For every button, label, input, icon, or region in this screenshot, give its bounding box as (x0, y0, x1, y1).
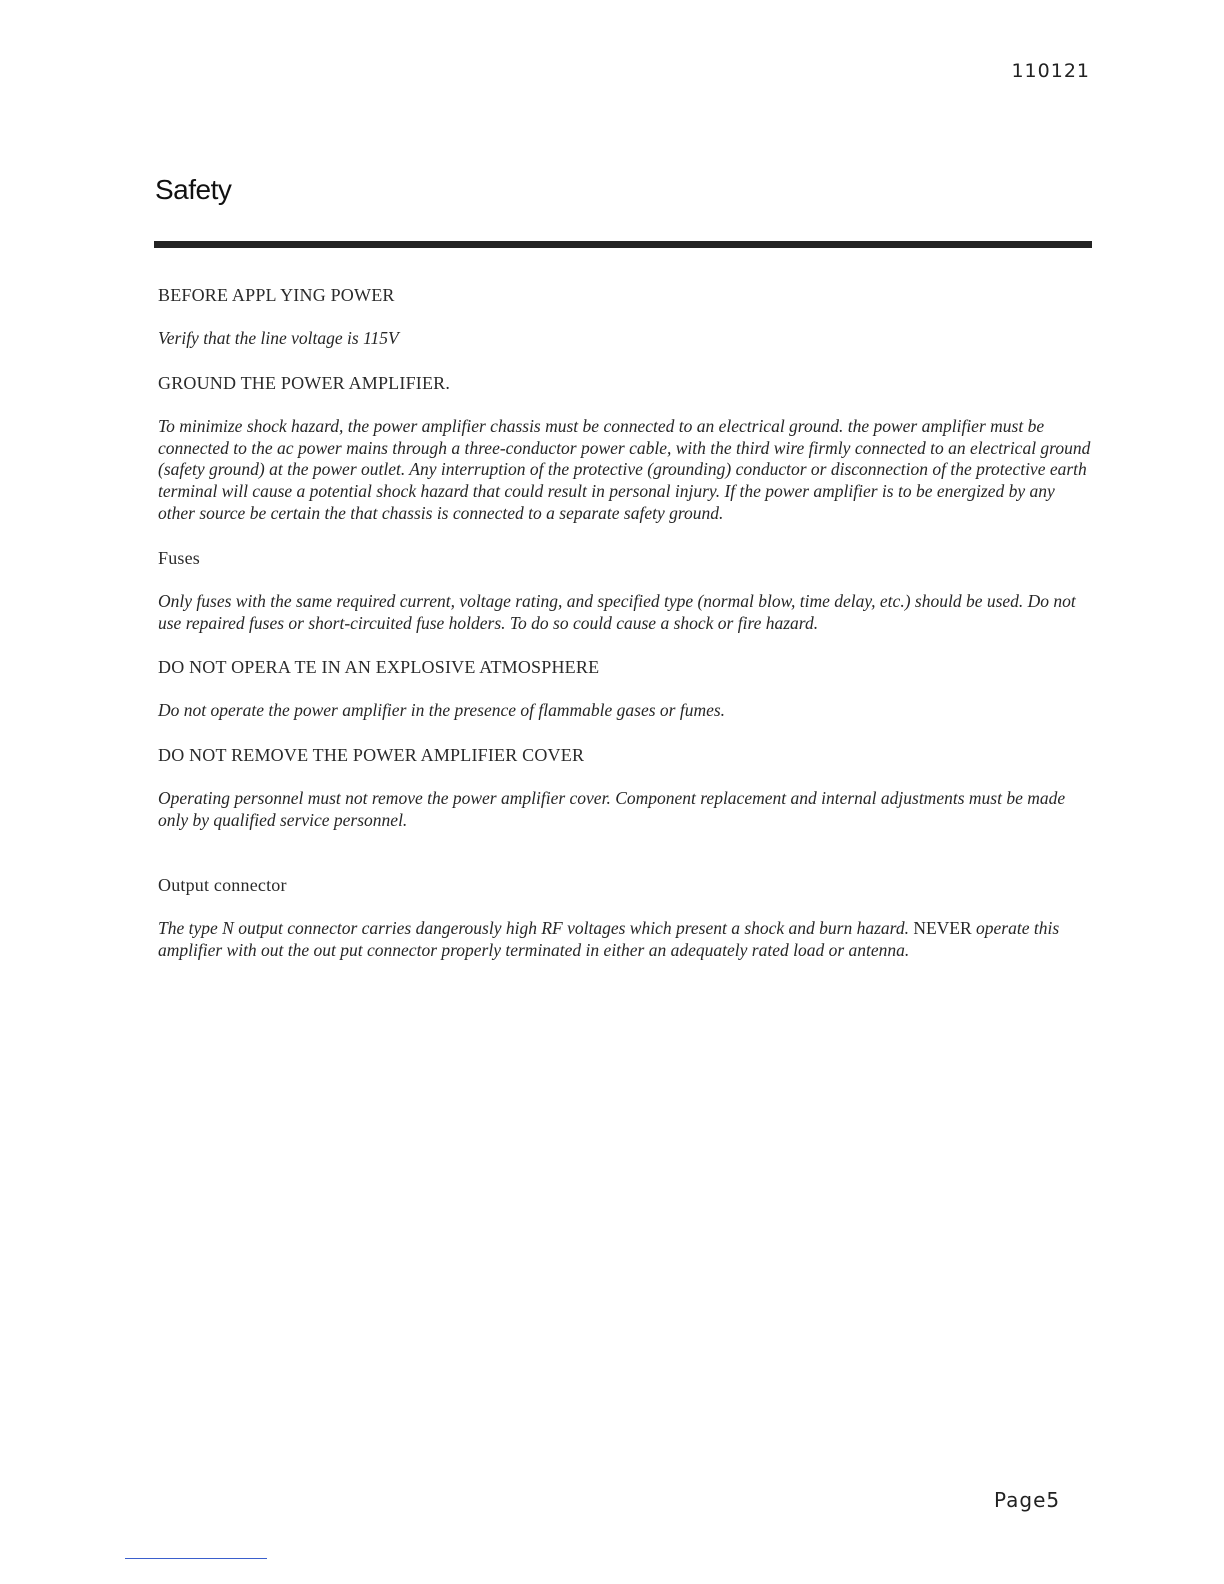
section-text: Verify that the line voltage is 115V (158, 328, 399, 348)
section-text-main: The type N output connector carries dangerously high RF voltages which present a shock and burn hazard. (158, 917, 909, 938)
section-text: Only fuses with the same required current, voltage rating, and specified type (normal blow, time delay, etc.) should be used. Do not use repaired fuses or short-circuited fuse holders. To do so could cause a shock or fire hazard. (158, 590, 1076, 633)
section-before-applying-power (158, 284, 1092, 350)
footer-divider (125, 1558, 267, 1559)
section-heading: Output connector (158, 874, 287, 895)
section-heading: GROUND THE POWER AMPLIFIER. (158, 372, 451, 393)
section-amplifier-cover (158, 744, 1092, 832)
section-text-tail: operate this amplifier with out the out put connector properly terminated in either an adequately rated load or antenna. (158, 917, 1060, 960)
section-output-connector (158, 874, 1092, 962)
page-title: Safety (155, 174, 232, 205)
section-heading: Fuses (158, 547, 201, 568)
document-id: 110121 (1011, 60, 1090, 82)
section-text-warning: NEVER (908, 917, 972, 938)
section-heading: DO NOT REMOVE THE POWER AMPLIFIER COVER (158, 745, 585, 766)
section-heading: BEFORE APPL YING POWER (158, 285, 395, 305)
safety-content (158, 284, 1092, 983)
section-text: To minimize shock hazard, the power amplifier chassis must be connected to an electrical ground. the power amplifier must be connected to the ac power mains through a three-conductor power cable, with the third wire firmly connected to an electrical ground (safety ground) at the power outlet. Any interruption of the protective (grounding) conductor or disconnection of the protective earth terminal will cause a potential shock hazard that could result in personal injury. If the power amplifier is to be energized by any other source be certain the that chassis is connected to a separate safety ground. (158, 415, 1091, 523)
section-text (158, 918, 1092, 962)
title-divider (154, 241, 1092, 248)
section-heading: DO NOT OPERA TE IN AN EXPLOSIVE ATMOSPHERE (158, 657, 600, 678)
page-number: Page5 (994, 1488, 1061, 1512)
section-ground-amplifier (158, 372, 1092, 525)
section-text: Operating personnel must not remove the power amplifier cover. Component replacement and internal adjustments must be made only by qualified service personnel. (158, 788, 1066, 830)
section-explosive-atmosphere (158, 656, 1092, 722)
section-text: Do not operate the power amplifier in the presence of flammable gases or fumes. (158, 700, 726, 721)
section-fuses (158, 547, 1092, 635)
